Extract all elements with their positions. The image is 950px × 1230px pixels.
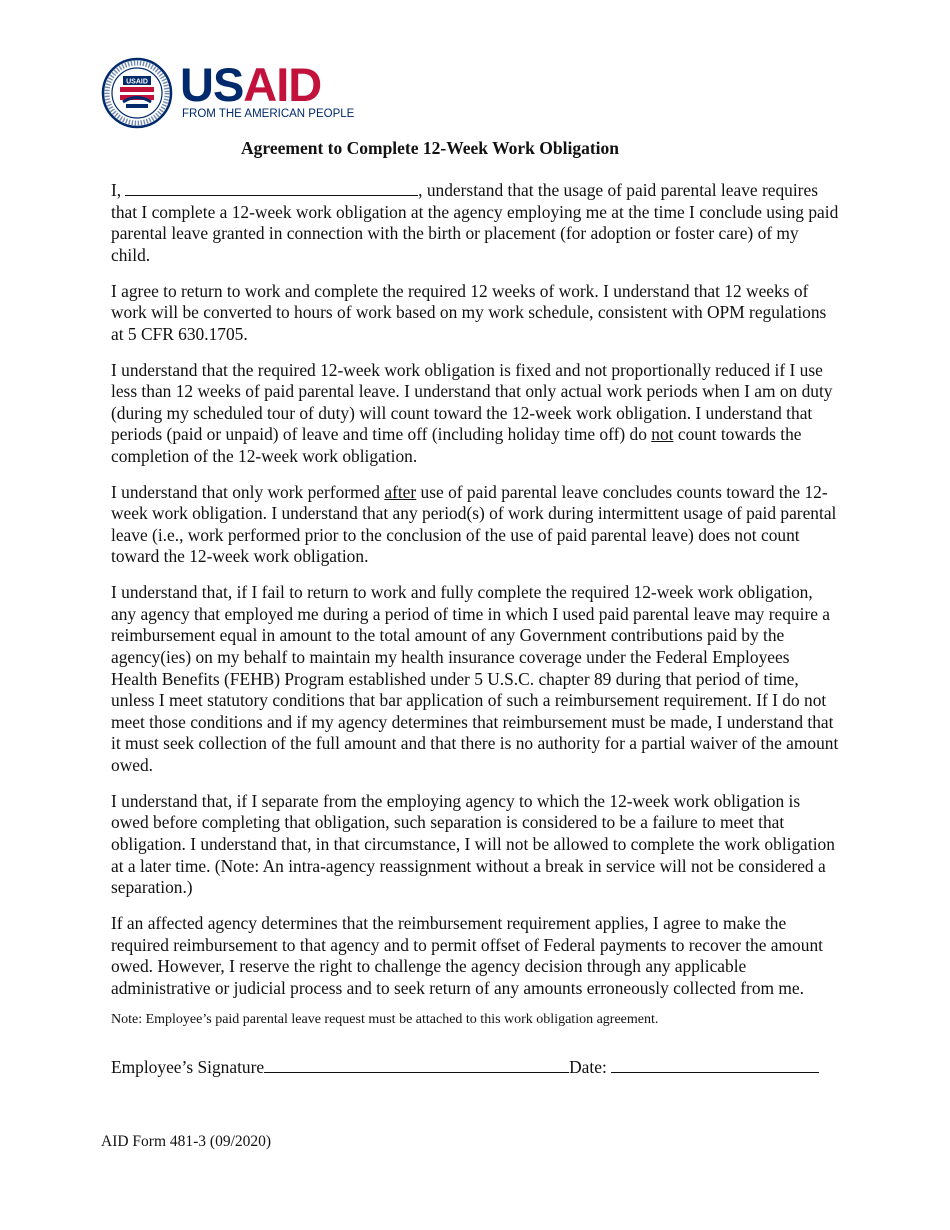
usaid-logo — [101, 57, 355, 127]
paragraph-5: I understand that, if I fail to return to work and fully complete the required 12-week work obligation, any agency that employed me during a period of time in which I used paid parental leave may require a reimbursement equal in amount to the total amount of any Government contributions paid by the agency(ies) on my behalf to maintain my health insurance coverage under the Federal Employees Health Benefits (FEHB) Program established under 5 U.S.C. chapter 89 during that period of time, unless I meet statutory conditions that bar application of such a reimbursement requirement. If I do not meet those conditions and if my agency determines that reimbursement must be made, I understand that it must seek collection of the full amount and that there is no authority for a partial waiver of the amount owed. — [111, 582, 839, 775]
p3-not-underlined: not — [651, 424, 674, 445]
document-title: Agreement to Complete 12-Week Work Obligation — [241, 138, 619, 158]
usaid-tagline: FROM THE AMERICAN PEOPLE — [182, 108, 355, 120]
usaid-wordmark-aid: AID — [243, 58, 322, 111]
paragraph-1 — [111, 180, 840, 266]
date-field[interactable] — [611, 1058, 819, 1073]
paragraph-4 — [111, 482, 840, 568]
paragraph-2: I agree to return to work and complete the required 12 weeks of work. I understand that 12 weeks of work will be converted to hours of work based on my work schedule, consistent with OPM regulations at 5 CFR 630.1705. — [111, 280, 827, 344]
paragraph-6: I understand that, if I separate from the employing agency to which the 12-week work obligation is owed before completing that obligation, such separation is considered to be a failure to meet that obligation. I understand that, in that circumstance, I will not be allowed to complete the work obligation at a later time. (Note: An intra-agency reassignment without a break in service will not be considered a separation.) — [111, 790, 835, 898]
usaid-wordmark-us: US — [180, 58, 244, 111]
paragraph-7: If an affected agency determines that the reimbursement requirement applies, I agree to make the required reimbursement to that agency and to permit offset of Federal payments to recover the amount owed. However, I reserve the right to challenge the agency decision through any applicable administrative or judicial process and to seek return of any amounts erroneously collected from me. — [111, 912, 823, 998]
svg-text:USAID: USAID — [126, 78, 148, 86]
agreement-body — [111, 180, 840, 1092]
p1-lead: I, — [111, 180, 122, 200]
usaid-wordmark — [180, 57, 321, 113]
signature-line — [111, 1057, 840, 1079]
p1-rest: , understand that the usage of paid parental leave requires that I complete a 12-week work obligation at the agency employing me at the time I conclude using paid parental leave granted in connection with the birth or placement (for adoption or foster care) of my child. — [111, 180, 839, 265]
date-label: Date: — [569, 1056, 607, 1077]
p4-part-a: I understand that only work performed — [111, 481, 385, 502]
form-identifier: AID Form 481-3 (09/2020) — [101, 1133, 272, 1150]
signature-field[interactable] — [264, 1058, 569, 1073]
p3-part-b: count towards the completion of the 12-week work obligation. — [111, 424, 802, 466]
employee-name-field[interactable] — [125, 180, 418, 196]
p4-after-underlined: after — [384, 481, 417, 502]
usaid-seal-icon — [101, 57, 173, 129]
attachment-note: Note: Employee’s paid parental leave request must be attached to this work obligation agreement. — [111, 1011, 659, 1027]
p3-part-a: I understand that the required 12-week work obligation is fixed and not proportionally reduced if I use less than 12 weeks of paid parental leave. I understand that only actual work periods when I am on duty (during my scheduled tour of duty) will count toward the 12-week work obligation. I understand that periods (paid or unpaid) of leave and time off (including holiday time off) do — [111, 359, 833, 445]
signature-label: Employee’s Signature — [111, 1056, 265, 1077]
p4-part-b: use of paid parental leave concludes counts toward the 12-week work obligation. I understand that any period(s) of work during intermittent usage of paid parental leave (i.e., work performed prior to the conclusion of the use of paid parental leave) does not count toward the 12-week work obligation. — [111, 481, 837, 567]
paragraph-3 — [111, 360, 840, 468]
